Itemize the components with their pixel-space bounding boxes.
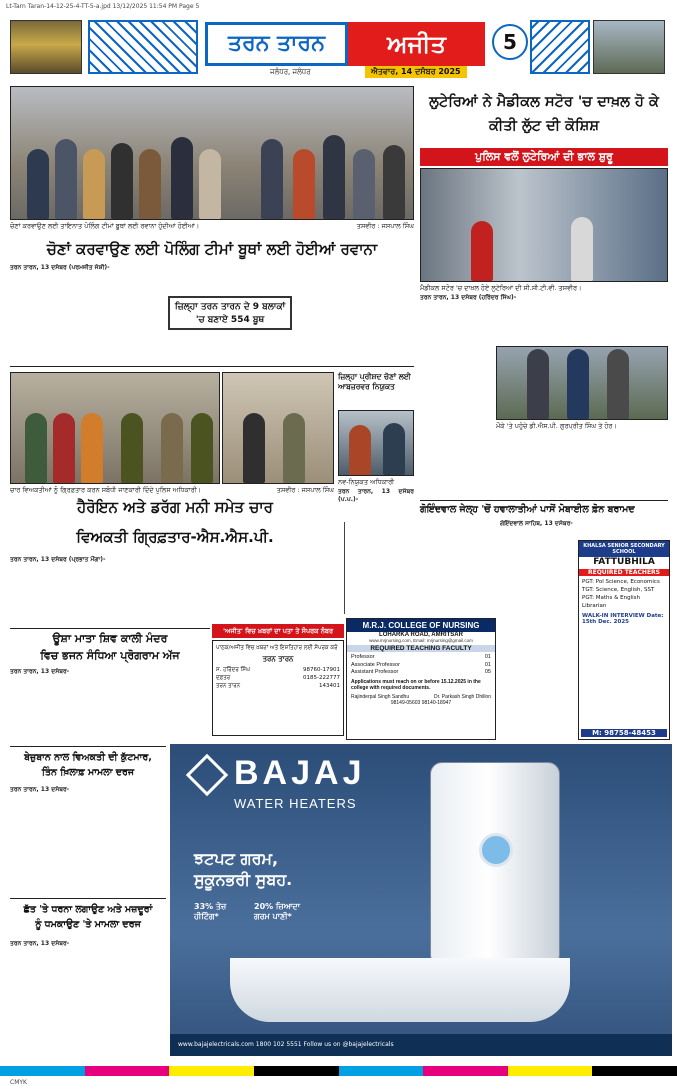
school-item: PGT: Maths & English [582, 595, 641, 601]
mrj-director: Dr. Parkash Singh Dhillon [434, 693, 491, 700]
page-number: 5 [492, 24, 528, 60]
school-title: KHALSA SENIOR SECONDARY SCHOOL [579, 541, 669, 557]
heroin-dateline: ਤਰਨ ਤਾਰਨ, 13 ਦਸੰਬਰ (ਪ੍ਰਭਾਤ ਮੌਂਗਾ)- [10, 556, 106, 563]
bajaj-stat-2-value: 20% ਜ਼ਿਆਦਾ [254, 902, 301, 911]
print-color-bar [0, 1066, 677, 1076]
mrj-title: M.R.J. COLLEGE OF NURSING [347, 619, 495, 632]
bajaj-footer: www.bajajelectricals.com 1800 102 5551 Follow us on @bajajelectricals [170, 1034, 672, 1056]
appointment-dateline: ਤਰਨ ਤਾਰਨ, 13 ਦਸੰਬਰ (ਪ.ਪ.)- [338, 488, 414, 503]
medical-dateline: ਤਰਨ ਤਾਰਨ, 13 ਦਸੰਬਰ (ਹਰਿੰਦਰ ਸਿੰਘ)- [420, 294, 517, 301]
school-subhead: REQUIRED TEACHERS [579, 569, 669, 576]
masthead-subtitle: ਜਲੰਧਰ, ਜਲੰਧਰ [270, 68, 311, 76]
mrj-post-count: 01 [484, 654, 491, 660]
usha-dateline: ਤਰਨ ਤਾਰਨ, 13 ਦਸੰਬਰ- [10, 668, 70, 675]
contact-phone: 98760-17901 [303, 667, 340, 673]
decorative-pattern-right [530, 20, 590, 74]
medical-store-cctv-photo [420, 168, 668, 282]
goindwal-headline: ਗੋਇੰਦਵਾਲ ਜੇਲ੍ਹ 'ਚੋਂ ਹਵਾਲਾਤੀਆਂ ਪਾਸੋਂ ਮੋਬਾਈਲ ਫ਼ੋਨ ਬਰਾਮਦ [420, 500, 668, 517]
print-info-strip: Lt-Tarn Taran-14-12-25-4-TT-5-a.jpd 13/12/2025 11:54 PM Page 5 [6, 3, 200, 10]
school-walkin: WALK-IN INTERVIEW Date: 15th Dec. 2025 [582, 613, 664, 625]
usha-body [10, 668, 210, 740]
contact-name: ਸ. ਹਰਿੰਦਰ ਸਿੰਘ [216, 667, 251, 673]
ajit-contact-city: ਤਰਨ ਤਾਰਨ [262, 655, 294, 663]
appointment-body [338, 488, 414, 520]
usha-headline-line1: ਊਸ਼ਾ ਮਾਤਾ ਸ਼ਿਵ ਕਾਲੀ ਮੰਦਰ [10, 628, 210, 647]
contact-phone: 143401 [319, 683, 340, 689]
mrj-post: Assistant Professor [351, 669, 399, 675]
medical-subhead: ਪੁਲਿਸ ਵਲੋਂ ਲੁਟੇਰਿਆਂ ਦੀ ਭਾਲ ਸ਼ੁਰੂ [420, 148, 668, 166]
building-photo [593, 20, 665, 74]
mrj-post-count: 05 [484, 669, 491, 675]
school-place: FATTUBHILA [593, 557, 655, 567]
bajaj-tagline-1: ਝਟਪਟ ਗਰਮ, [194, 849, 279, 868]
mrj-post-count: 01 [484, 661, 491, 668]
heroin-photo-credit: ਤਸਵੀਰ : ਜਸਪਾਲ ਸਿੰਘ [276, 486, 334, 494]
polling-dateline: ਤਰਨ ਤਾਰਨ, 13 ਦਸੰਬਰ (ਪਰਮਜੀਤ ਜੋਸ਼ੀ)- [10, 264, 110, 271]
polling-callout: ਜ਼ਿਲ੍ਹਾ ਤਰਨ ਤਾਰਨ ਦੇ 9 ਬਲਾਕਾਂ 'ਚ ਬਣਾਏ 554 ਬੂਥ [168, 296, 292, 330]
appointment-headline: ਜ਼ਿਲ੍ਹਾ ਪ੍ਰੀਸ਼ਦ ਚੋਣਾਂ ਲਈ ਆਬਜ਼ਰਵਰ ਨਿਯੁਕਤ [338, 372, 411, 391]
footer-strip: CMYK [10, 1079, 27, 1086]
bajaj-stat-1-value: 33% ਤੇਜ਼ [194, 902, 227, 911]
heroin-arrest-photo [10, 372, 220, 484]
polling-headline: ਚੋਣਾਂ ਕਰਵਾਉਣ ਲਈ ਪੋਲਿੰਗ ਟੀਮਾਂ ਬੂਥਾਂ ਲਈ ਹੋਈਆਂ ਰਵਾਨਾ [46, 240, 378, 258]
title-tarn-taran: ਤਰਨ ਤਾਰਨ [205, 22, 348, 66]
threat-dateline: ਤਰਨ ਤਾਰਨ, 13 ਦਸੰਬਰ- [10, 940, 70, 947]
bajaj-tagline-2: ਸੁਕੂਨਭਰੀ ਸੁਬਹ. [194, 870, 293, 889]
mrj-note: Applications must reach on or before 15.12.2025 in the college with required documents. [351, 678, 481, 691]
mrj-nursing-ad [346, 618, 496, 740]
mrj-post: Professor [351, 654, 375, 660]
polling-photo-caption: ਚੋਣਾਂ ਕਰਵਾਉਣ ਲਈ ਤਾਇਨਾਤ ਪੋਲਿੰਗ ਟੀਮਾਂ ਬੂਥਾਂ ਲਈ ਰਵਾਨਾ ਹੁੰਦੀਆਂ ਹੋਈਆਂ। [10, 222, 200, 230]
mrj-subhead: REQUIRED TEACHING FACULTY [347, 645, 495, 652]
newspaper-title [205, 22, 485, 66]
accused-photo [222, 372, 334, 484]
bajaj-product: WATER HEATERS [234, 796, 357, 811]
dsp-photo-caption: ਮੌਕੇ 'ਤੇ ਪਹੁੰਚੇ ਡੀ.ਐਸ.ਪੀ. ਗੁਰਪ੍ਰੀਤ ਸਿੰਘ ਤੇ ਹੋਰ। [496, 422, 617, 430]
golden-temple-photo [10, 20, 82, 74]
ajit-contact-banner: 'ਅਜੀਤ' ਵਿਚ ਖ਼ਬਰਾਂ ਦਾ ਪਤਾ ਤੇ ਸੰਪਰਕ ਨੰਬਰ [212, 624, 344, 638]
cruelty-dateline: ਤਰਨ ਤਾਰਨ, 13 ਦਸੰਬਰ- [10, 786, 70, 793]
contact-name: ਦਫ਼ਤਰ [216, 675, 231, 681]
school-ad [578, 540, 670, 740]
mrj-post-row [351, 654, 491, 662]
bajaj-stat-2 [254, 902, 300, 922]
appointee-photo [338, 410, 414, 476]
mrj-address: LOHARKA ROAD, AMRITSAR [379, 632, 463, 638]
ajit-contact-box [212, 640, 344, 736]
school-items [579, 578, 669, 610]
cruelty-headline-line2: ਤਿੰਨ ਖ਼ਿਲਾਫ਼ ਮਾਮਲਾ ਦਰਜ [41, 767, 135, 778]
mrj-chairman: Rajinderpal Singh Sandhu [351, 693, 410, 700]
usha-headline-line2: ਵਿਚ ਭਜਨ ਸੰਧਿਆ ਪ੍ਰੋਗਰਾਮ ਅੱਜ [40, 649, 180, 662]
goindwal-body [500, 520, 574, 620]
medical-body [420, 294, 668, 346]
cruelty-headline-line1: ਬੇਜ਼ੁਬਾਨ ਨਾਲ ਵਿਅਕਤੀ ਦੀ ਕੁੱਟਮਾਰ, [10, 746, 166, 765]
issue-date: ਐਤਵਾਰ, 14 ਦਸੰਬਰ 2025 [365, 66, 467, 78]
mrj-post-row [351, 662, 491, 670]
polling-teams-photo [10, 86, 414, 220]
ajit-contact-intro: ਪਾਠਕ/ਅਜੀਤ ਵਿਚ ਖ਼ਬਰਾਂ ਅਤੇ ਇਸ਼ਤਿਹਾਰ ਲਈ ਸੰਪਰਕ ਕਰੋ [216, 645, 338, 651]
bajaj-stat-1-label: ਹੀਟਿੰਗ* [194, 912, 219, 921]
appointee-caption: ਨਵ-ਨਿਯੁਕਤ ਅਧਿਕਾਰੀ [338, 478, 395, 486]
masthead [10, 16, 665, 80]
heroin-body [10, 556, 340, 622]
mrj-post-row [351, 669, 491, 677]
medical-photo-caption: ਮੈਡੀਕਲ ਸਟੋਰ 'ਚ ਦਾਖ਼ਲ ਹੋਏ ਲੁਟੇਰਿਆਂ ਦੀ ਸੀ.ਸੀ.ਟੀ.ਵੀ. ਤਸਵੀਰ। [420, 284, 582, 292]
bajaj-water-heater-ad [170, 744, 672, 1056]
heater-dial [479, 833, 513, 867]
threat-headline-line1: ਛੱਤ 'ਤੇ ਧਰਨਾ ਲਗਾਉਣ ਅਤੇ ਮਜ਼ਦੂਰਾਂ [10, 898, 166, 917]
contact-name: ਤਰਨ ਤਾਰਨ [216, 683, 241, 689]
school-item: TGT: Science, English, SST [582, 587, 655, 593]
polling-photo-credit: ਤਸਵੀਰ : ਜਸਪਾਲ ਸਿੰਘ [356, 222, 414, 230]
appointment-body-cont [344, 522, 496, 614]
threat-headline-line2: ਨੂੰ ਧਮਕਾਉਣ 'ਤੇ ਮਾਮਲਾ ਦਰਜ [35, 919, 141, 930]
mrj-post: Associate Professor [351, 661, 400, 668]
heroin-photo-caption: ਚਾਰ ਵਿਅਕਤੀਆਂ ਨੂੰ ਗ੍ਰਿਫ਼ਤਾਰ ਕਰਨ ਸਬੰਧੀ ਜਾਣਕਾਰੀ ਦਿੰਦੇ ਪੁਲਿਸ ਅਧਿਕਾਰੀ। [10, 486, 202, 494]
bajaj-stat-2-label: ਗਰਮ ਪਾਣੀ* [254, 912, 292, 921]
mrj-phones: 98149-05603 98140-18947 [390, 699, 452, 706]
heroin-headline-line1: ਹੈਰੋਇਨ ਅਤੇ ਡਰੱਗ ਮਨੀ ਸਮੇਤ ਚਾਰ [77, 498, 273, 516]
goindwal-dateline: ਗੋਇੰਦਵਾਲ ਸਾਹਿਬ, 13 ਦਸੰਬਰ- [500, 520, 573, 527]
cruelty-body [10, 786, 166, 892]
dsp-visit-photo [496, 346, 668, 420]
school-item: PGT: Pol Science, Economics [582, 579, 660, 585]
decorative-pattern-left [88, 20, 198, 74]
polling-rule [10, 366, 414, 367]
water-heater-image [430, 762, 560, 967]
bathtub-image [230, 958, 570, 1022]
bajaj-logo-mark [186, 754, 228, 796]
school-contact: M: 98758-48453 [581, 729, 667, 737]
heroin-headline-line2: ਵਿਅਕਤੀ ਗ੍ਰਿਫ਼ਤਾਰ-ਐਸ.ਐਸ.ਪੀ. [76, 528, 274, 546]
mrj-web: www.mrjnursing.com, Email: mrjnursing@gmail.com [369, 638, 473, 643]
threat-body [10, 940, 166, 1058]
medical-body-col2 [420, 346, 492, 486]
contact-phone: 0185-222777 [303, 675, 340, 681]
school-item: Librarian [582, 603, 607, 609]
bajaj-stat-1 [194, 902, 226, 922]
title-ajit: ਅਜੀਤ [348, 22, 485, 66]
medical-headline: ਲੁਟੇਰਿਆਂ ਨੇ ਮੈਡੀਕਲ ਸਟੋਰ 'ਚ ਦਾਖ਼ਲ ਹੋ ਕੇ ਕੀਤੀ ਲੁੱਟ ਦੀ ਕੋਸ਼ਿਸ਼ [429, 94, 659, 134]
bajaj-brand: BAJAJ [234, 754, 366, 792]
medical-body-col3 [496, 432, 668, 494]
